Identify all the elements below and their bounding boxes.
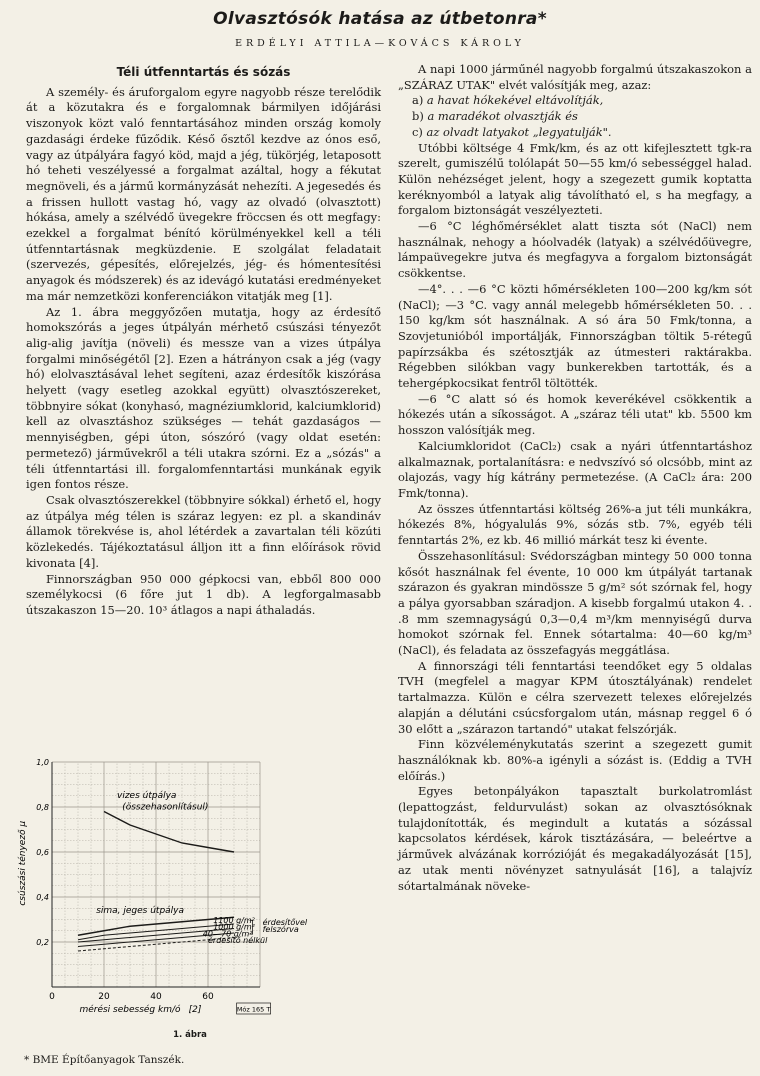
x-tick-label: 0 — [49, 992, 55, 1002]
paragraph: A finnországi téli fenntartási teendőket egy 5 oldalas TVH (megfelel a magyar KPM útosztályának) rendelet tartalmazza. Külön e célra szervezett telexes előrejelzés alapján a délutáni csúcsforgalom után, másnap reggel 6 ó 30 előtt a „szárazon tartandó" utakat felszórják. — [398, 658, 752, 736]
series-label: 40—70 g/m² — [202, 929, 253, 939]
y-axis-title: csúszási tényező μ — [18, 820, 28, 906]
section-heading: Téli útfenntartás és sózás — [116, 65, 291, 79]
paragraph: Az összes útfenntartási költség 26%-a jut téli munkákra, hókezés 8%, hógyalulás 9%, sózás stb. 7%, egyéb téli fenntartás 2%, ez kb. 46 millió márkát tesz ki évente. — [398, 501, 752, 548]
y-tick-label: 1,0 — [36, 758, 49, 767]
x-axis-ref: [2] — [188, 1005, 202, 1015]
bracket-label: érdesítővel — [262, 918, 308, 928]
bracket-label: felszórva — [262, 924, 299, 934]
paragraph: Összehasonlításul: Svédországban mintegy 50 000 tonna kősót használnak fel évente, 10 000 km útpályát tartanak szárazon és gyakran mindössze 5 g/m² sót szórnak fel, hogy a pálya gyorsabban száradjon. A kisebb forgalmú utakon 4. . .8 mm szemnagyságú 0,3—0,4 m³/km mennyiségű durva homokot szórnak fel. Ennek sótartalma: 40—60 kg/m³ (NaCl), és feladata az összefagyás meggátlása. — [398, 548, 752, 658]
list-item: c) az olvadt latyakot „legyatulják". — [412, 124, 612, 139]
series-label: sima, jeges útpálya — [96, 905, 185, 916]
paragraph: —4°. . . —6 °C közti hőmérsékleten 100—200 kg/km sót (NaCl); —3 °C. vagy annál melegebb hőmérsékleten 50. . . 150 kg/km sót használnak. A só ára 50 Fmk/tonna, a Szovjetunióból importálják, Finnországban töltik 5-rétegű papírzsákba és szétosztják az útmesteri raktárakba. Régebben silókban vagy bunkerekben tartották, és a tehergépkocsikat fentről töltötték. — [398, 281, 752, 391]
y-tick-label: 0,4 — [36, 893, 49, 902]
paragraph: A napi 1000 járműnél nagyobb forgalmú útszakaszokon a „SZÁRAZ UTAK" elvét valósítják meg, azaz: — [398, 62, 752, 92]
x-tick-label: 60 — [202, 992, 214, 1002]
figure-caption: 1. ábra — [173, 1030, 207, 1040]
article-authors: ERDÉLYI ATTILA—KOVÁCS KÁROLY — [235, 38, 525, 49]
x-tick-label: 20 — [98, 992, 110, 1002]
right-column — [398, 62, 752, 894]
paragraph: Egyes betonpályákon tapasztalt burkolatromlást (lepattogzást, feldurvulást) sokan az olvasztósóknak tulajdonították, és megindult a kutatás a sózással kapcsolatos kérdések, károk tisztázására, — beleértve a járművek alvázának korrózióját és megakadályozását [15], az utak menti növényzet satnyulását [16], a talajvíz sótartalmának növeke- — [398, 784, 752, 893]
paragraph: Finnországban 950 000 gépkocsi van, ebből 800 000 személykocsi (6 főre jut 1 db). A legforgalmasabb útszakaszon 15—20. 10³ átlagos a napi áthaladás. — [26, 571, 381, 617]
footnote: * BME Építőanyagok Tanszék. — [24, 1054, 185, 1066]
x-tick-label: 40 — [150, 992, 162, 1002]
y-tick-label: 0,8 — [36, 803, 49, 812]
paragraph: Csak olvasztószerekkel (többnyire sókkal) érhető el, hogy az útpálya még télen is száraz legyen: ez pl. a skandináv államok törekvése is, ahol létérdek a zavartalan téli közúti közlekedés. Tájékoztatásul álljon itt a finn előírások rövid kivonata [4]. — [26, 492, 381, 570]
series-label: (összehasonlításul) — [122, 802, 209, 813]
paragraph: Az 1. ábra meggyőzően mutatja, hogy az érdesítő homokszórás a jeges útpályán mérhető csúszási tényezőt alig-alig javítja (növeli) és messze van a vizes útpálya forgalmi minőségétől [2]. Ezen a hátrányon csak a jég (vagy hó) elolvasztásával lehet segíteni, azaz érdesítők kiszórása helyett (vagy esetleg azokkal együtt) olvasztószereket, többnyire sókat (konyhasó, magnéziumklorid, kalciumklorid) kell az olvasztáshoz szükséges — tehát gazdaságos — mennyiségben, gépi úton, sószóró (vagy oldat esetén: permetező) járművekről a téli utakra szórni. Ez a „sózás" a téli útfenntartási ill. forgalomfenntartási munkának egyik igen fontos része. — [26, 304, 381, 492]
paragraph: —6 °C alatt só és homok keverékével csökkentik a hókezés után a síkosságot. A „száraz téli utat" kb. 5500 km hosszon valósítják meg. — [398, 391, 752, 438]
y-tick-label: 0,6 — [36, 848, 49, 857]
figure-1 — [14, 752, 359, 1020]
series-label: vizes útpálya — [117, 791, 177, 801]
paragraph: —6 °C léghőmérséklet alatt tiszta sót (NaCl) nem használnak, nehogy a hóolvadék (latyak) a szélvédőüvegre, lámpaüvegekre jutva és megfagyva a forgalom biztonságát csökkentse. — [398, 219, 752, 281]
article-title: Olvasztósók hatása az útbetonra* — [213, 9, 547, 29]
paragraph: Utóbbi költsége 4 Fmk/km, és az ott kifejlesztett tgk-ra szerelt, gumiszélű tolólapát 50—55 km/ó sebességgel halad. Külön nehézséget jelent, hogy a szegezett gumik koptatta keréknyomból a latyak alig távolítható el, s ha megfagy, a forgalom biztonságát veszélyezteti. — [398, 140, 752, 218]
paragraph: Finn közvéleménykutatás szerint a szegezett gumit használóknak kb. 80%-a igényli a sózást is. (Eddig a TVH előírás.) — [398, 737, 752, 783]
left-column — [26, 62, 381, 619]
paragraph: Kalciumkloridot (CaCl₂) csak a nyári útfenntartáshoz alkalmaznak, portalanításra: e nedvszívó só olcsóbb, mint az olajozás, vagy híg kátrány permetezése. (A CaCl₂ ára: 200 Fmk/tonna). — [398, 438, 752, 500]
series-label: 1000 g/m² — [213, 922, 255, 932]
y-tick-label: 0,2 — [36, 938, 49, 947]
paragraph: A személy- és áruforgalom egyre nagyobb része terelődik át a közutakra és e forgalomnak bármilyen időjárási viszonyok közt való fenntartásához minden ország komoly gazdasági érdeke fűződik. Késő ősztől kezdve az ónos eső, vagy az útpályára fagyó köd, majd a jég, tükörjég, letaposott hó teheti veszélyessé a forgalmat azáltal, hogy a fékutat megnöveli, és a jármű kormányzását nehezíti. A jegesedés és a frissen hullott vastag hó, vagy az olvadó (olvasztott) hókása, amely a szélvédő üvegekre fröccsen és ott megfagy: ezekkel a forgalmat bénító körülményekkel kell a téli útfenntartásnak megküzdenie. E szolgálat feladatait (szervezés, gépesítés, előrejelzés, jég- és hómentesítési anyagok és módszerek) és az idevágó kutatási eredményeket ma már nemzetközi konferenciákon vitatják meg [1]. — [26, 84, 381, 303]
list-item: b) a maradékot olvasztják és — [412, 109, 578, 124]
friction-chart — [14, 752, 359, 1020]
x-axis-title: mérési sebesség km/ó — [79, 1005, 181, 1015]
series-label: 1100 g/m² — [213, 915, 255, 925]
list-item: a) a havat hókekével eltávolítják, — [412, 93, 604, 108]
stamp-text: Móz 165 T — [236, 1005, 271, 1014]
series-label: érdesítő nélkül — [208, 936, 268, 946]
chart-labels — [17, 791, 308, 1015]
